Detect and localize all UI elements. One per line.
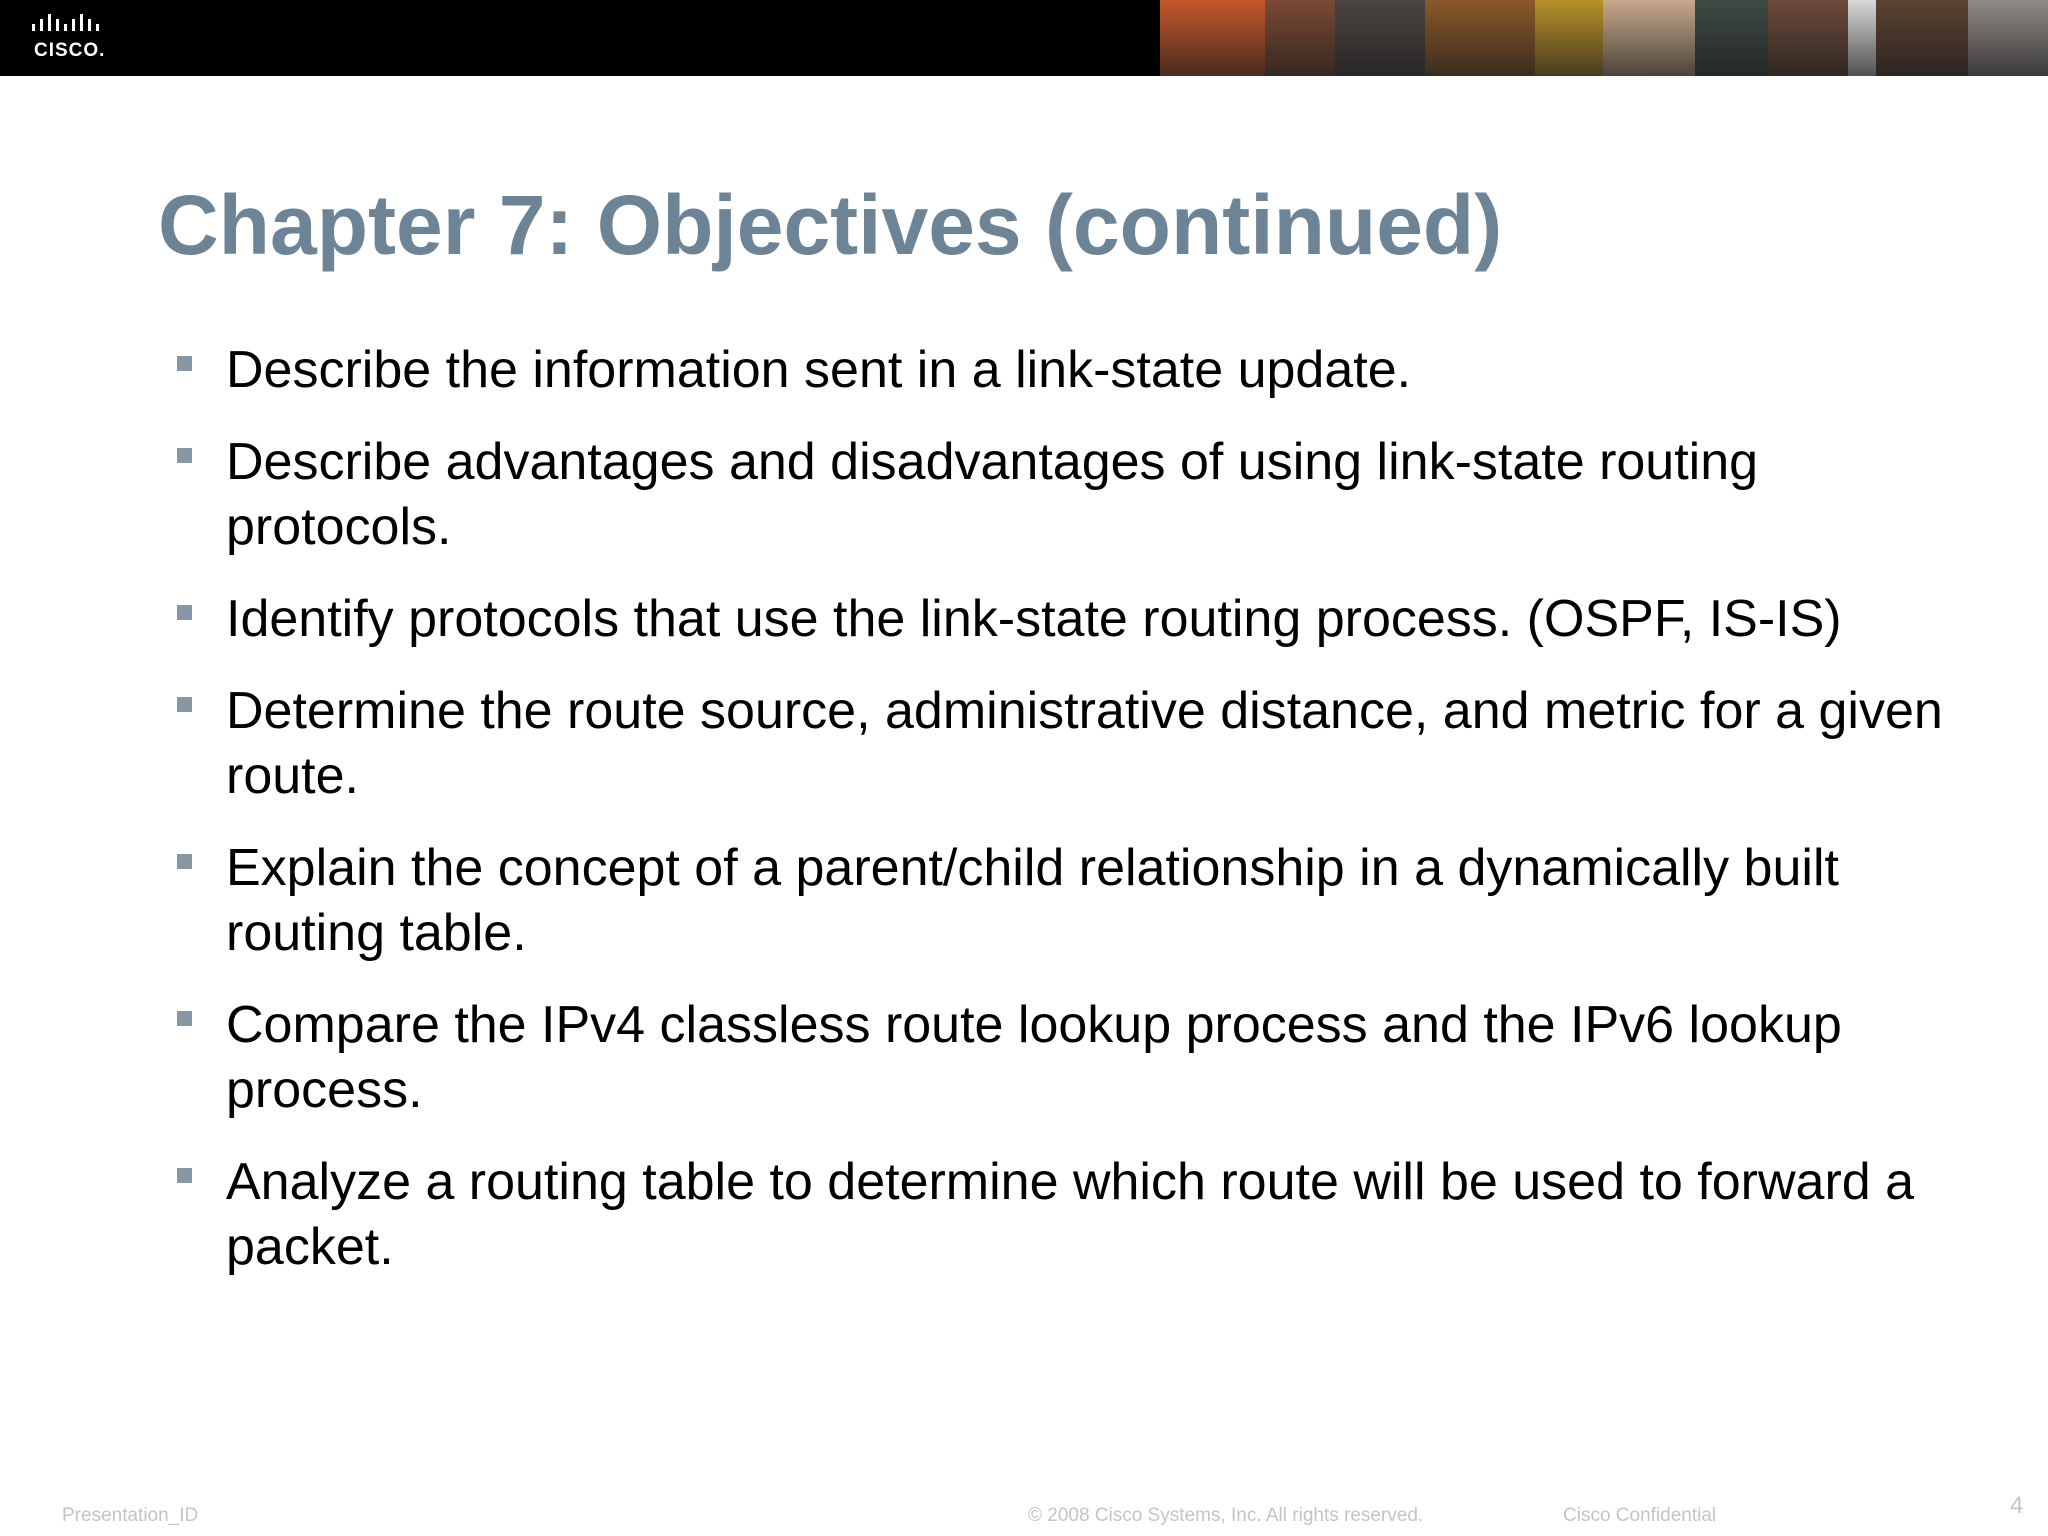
bullet-text: Analyze a routing table to determine which route will be used to forward a packet. xyxy=(226,1153,1915,1276)
woman-profile-photo xyxy=(1603,0,1695,76)
square-bullet-icon xyxy=(177,448,192,463)
bullet-text: Compare the IPv4 classless route lookup process and the IPv6 lookup process. xyxy=(226,996,1842,1119)
white-strip-photo xyxy=(1848,0,1876,76)
cisco-wordmark: CISCO. xyxy=(34,40,106,61)
header-bar xyxy=(0,0,2048,76)
bullet-item xyxy=(172,430,1972,560)
smiling-man-photo xyxy=(1425,0,1535,76)
bullet-item xyxy=(172,338,1972,403)
bullet-item xyxy=(172,587,1972,652)
bullet-text: Describe advantages and disadvantages of using link-state routing protocols. xyxy=(226,433,1759,556)
square-bullet-icon xyxy=(177,356,192,371)
cisco-logo xyxy=(30,14,120,62)
woman-portrait-photo xyxy=(1265,0,1335,76)
square-bullet-icon xyxy=(177,854,192,869)
man-in-cap-photo xyxy=(1968,0,2048,76)
square-bullet-icon xyxy=(177,697,192,712)
objectives-list xyxy=(172,338,1972,1307)
header-photo-strip xyxy=(1160,0,2048,76)
student-portrait-photo xyxy=(1876,0,1968,76)
orange-texture-photo xyxy=(1160,0,1265,76)
golden-pattern-photo xyxy=(1535,0,1603,76)
bullet-item xyxy=(172,679,1972,809)
footer-confidential: Cisco Confidential xyxy=(1563,1505,1717,1526)
square-bullet-icon xyxy=(177,1168,192,1183)
bullet-item xyxy=(172,1150,1972,1280)
man-thinking-photo xyxy=(1335,0,1425,76)
cisco-bridge-icon xyxy=(32,14,116,38)
slide-title: Chapter 7: Objectives (continued) xyxy=(158,178,1503,272)
square-bullet-icon xyxy=(177,605,192,620)
bullet-text: Explain the concept of a parent/child relationship in a dynamically built routing table. xyxy=(226,839,1839,962)
bullet-item xyxy=(172,993,1972,1123)
chalkboard-photo xyxy=(1695,0,1768,76)
bullet-item xyxy=(172,836,1972,966)
young-woman-photo xyxy=(1768,0,1848,76)
bullet-text: Describe the information sent in a link-state update. xyxy=(226,341,1412,399)
bullet-text: Determine the route source, administrative distance, and metric for a given route. xyxy=(226,682,1943,805)
page-number: 4 xyxy=(2010,1492,2024,1519)
footer-copyright: © 2008 Cisco Systems, Inc. All rights reserved. xyxy=(1028,1505,1424,1526)
bullet-text: Identify protocols that use the link-state routing process. (OSPF, IS-IS) xyxy=(226,590,1842,648)
square-bullet-icon xyxy=(177,1011,192,1026)
footer-presentation-id: Presentation_ID xyxy=(62,1505,199,1526)
